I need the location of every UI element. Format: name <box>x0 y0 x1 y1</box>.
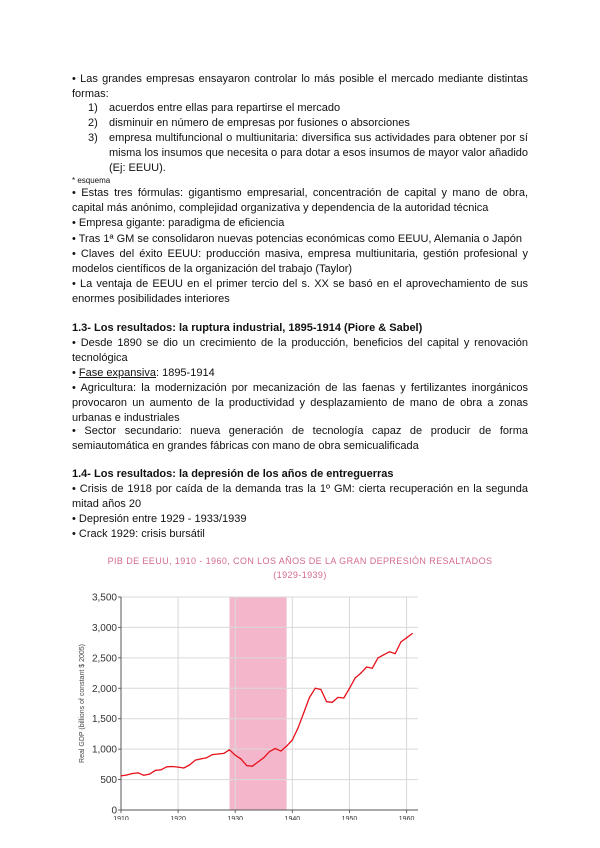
list-item <box>88 116 528 131</box>
y-tick-label: 2,500 <box>91 653 117 665</box>
chart-title-line2: (1929-1939) <box>273 570 327 580</box>
gdp-data-point <box>383 654 384 655</box>
gdp-data-point <box>395 653 396 654</box>
gdp-data-point <box>275 748 276 749</box>
gdp-data-point <box>223 753 224 754</box>
gdp-data-point <box>246 765 247 766</box>
y-tick-label: 1,000 <box>91 744 117 756</box>
gdp-data-point <box>132 773 133 774</box>
gdp-data-point <box>235 755 236 756</box>
gdp-data-point <box>189 764 190 765</box>
list-number: 2) <box>88 117 98 129</box>
gdp-data-point <box>138 772 139 773</box>
gdp-data-point <box>343 697 344 698</box>
bullet: • Depresión entre 1929 - 1933/1939 <box>72 513 247 525</box>
list-text: disminuir en número de empresas por fusiones o absorciones <box>109 117 410 129</box>
y-axis-title: Real GDP (billions of constant $ 2005) <box>79 644 86 763</box>
bullet-rest: : 1895-1914 <box>155 367 215 379</box>
gdp-data-point <box>212 754 213 755</box>
gdp-data-point <box>160 769 161 770</box>
note: * esquema <box>72 176 111 185</box>
bullet: • Sector secundario: nueva generación de tecnología capaz de producir de forma semiautomática en grandes fábricas con mano de obra semicualificada <box>72 425 528 452</box>
x-tick-label: 1910 <box>113 816 129 820</box>
gdp-data-point <box>178 766 179 767</box>
gdp-data-point <box>315 688 316 689</box>
gdp-data-point <box>349 688 350 689</box>
list-item <box>88 101 528 116</box>
gdp-data-point <box>149 773 150 774</box>
list-number: 3) <box>88 132 98 144</box>
depression-highlight-band <box>230 597 287 810</box>
gdp-data-point <box>337 697 338 698</box>
gdp-data-point <box>360 672 361 673</box>
gdp-data-point <box>263 757 264 758</box>
gdp-data-point <box>303 712 304 713</box>
section-heading: 1.4- Los resultados: la depresión de los años de entreguerras <box>72 468 394 480</box>
bullet <box>72 366 528 381</box>
y-tick-label: 0 <box>111 805 117 817</box>
gdp-data-point <box>200 758 201 759</box>
gdp-data-point <box>206 757 207 758</box>
gdp-data-point <box>400 641 401 642</box>
gdp-data-point <box>172 766 173 767</box>
bullet: • Crisis de 1918 por caída de la demanda tras la 1º GM: cierta recuperación en la segunda mitad años 20 <box>72 483 528 510</box>
gdp-data-point <box>229 749 230 750</box>
gdp-data-point <box>155 770 156 771</box>
gdp-data-point <box>389 651 390 652</box>
section-heading: 1.3- Los resultados: la ruptura industrial, 1895-1914 (Piore & Sabel) <box>72 322 423 334</box>
y-tick-label: 1,500 <box>91 714 117 726</box>
bullet: • Agricultura: la modernización por mecanización de las faenas y fertilizantes inorgánicos provocaron un aumento de la productividad y desplazamiento de mano de obra a zonas urbanas e industriales <box>72 382 528 424</box>
bullet: • Empresa gigante: paradigma de eficiencia <box>72 217 285 229</box>
gdp-data-point <box>406 637 407 638</box>
chart-title-line1: PIB DE EEUU, 1910 - 1960, CON LOS AÑOS DE LA GRAN DEPRESIÓN RESALTADOS <box>107 556 493 566</box>
y-tick-label: 3,500 <box>91 592 117 604</box>
depression-highlight-layer <box>230 597 287 810</box>
x-tick-label: 1950 <box>341 816 358 820</box>
gdp-data-point <box>326 701 327 702</box>
bullet: • Claves del éxito EEUU: producción masiva, empresa multiunitaria, gestión profesional y modelos científicos de la organización del trabajo (Taylor) <box>72 248 528 275</box>
list-item <box>88 131 528 176</box>
gdp-data-point <box>257 761 258 762</box>
gdp-chart <box>72 588 528 820</box>
bullet: • Desde 1890 se dio un crecimiento de la producción, beneficios del capital y renovación tecnológica <box>72 337 528 364</box>
gdp-data-point <box>286 746 287 747</box>
gdp-data-point <box>240 758 241 759</box>
x-tick-label: 1920 <box>170 816 186 820</box>
gdp-data-point <box>252 766 253 767</box>
x-tick-label: 1930 <box>227 816 244 820</box>
gdp-data-point <box>366 666 367 667</box>
gdp-data-point <box>143 775 144 776</box>
list-number: 1) <box>88 102 98 114</box>
gdp-data-point <box>320 689 321 690</box>
gdp-data-point <box>217 753 218 754</box>
gdp-data-point <box>280 750 281 751</box>
bullet: • Tras 1ª GM se consolidaron nuevas potencias económicas como EEUU, Alemania o Japón <box>72 233 522 245</box>
gdp-data-point <box>332 702 333 703</box>
list-text: empresa multifuncional o multiunitaria: diversifica sus actividades para obtener por sí misma los insumos que necesita o para dotar a esos insumos de mayor valor añadido (Ej: EEUU). <box>109 132 528 174</box>
gdp-data-point <box>355 677 356 678</box>
underlined-term: Fase expansiva <box>78 367 156 379</box>
gdp-data-point <box>297 727 298 728</box>
list-text: acuerdos entre ellas para repartirse el mercado <box>109 102 341 114</box>
gdp-data-point <box>120 775 121 776</box>
gdp-data-point <box>372 668 373 669</box>
gdp-data-point <box>292 739 293 740</box>
y-tick-label: 500 <box>100 775 117 787</box>
x-tick-label: 1940 <box>284 816 301 820</box>
y-tick-label: 3,000 <box>91 622 117 634</box>
gdp-data-point <box>195 759 196 760</box>
gdp-data-point <box>309 697 310 698</box>
bullet: • Estas tres fórmulas: gigantismo empresarial, concentración de capital y mano de obra, capital más anónimo, complejidad organizativa y dependencia de la autoridad técnica <box>72 187 528 214</box>
gdp-data-point <box>377 657 378 658</box>
bullet-prefix: • <box>72 367 79 379</box>
gdp-data-point <box>166 766 167 767</box>
gdp-data-point <box>183 767 184 768</box>
gdp-data-point <box>269 751 270 752</box>
y-tick-label: 2,000 <box>91 683 117 695</box>
gdp-data-point <box>126 774 127 775</box>
x-tick-label: 1960 <box>398 816 415 820</box>
bullet: • La ventaja de EEUU en el primer tercio del s. XX se basó en el aprovechamiento de sus enormes posibilidades interiores <box>72 278 528 305</box>
bullet: • Crack 1929: crisis bursátil <box>72 528 205 540</box>
intro-bullet: • Las grandes empresas ensayaron controlar lo más posible el mercado mediante distintas formas: <box>72 73 528 100</box>
gdp-data-point <box>412 633 413 634</box>
